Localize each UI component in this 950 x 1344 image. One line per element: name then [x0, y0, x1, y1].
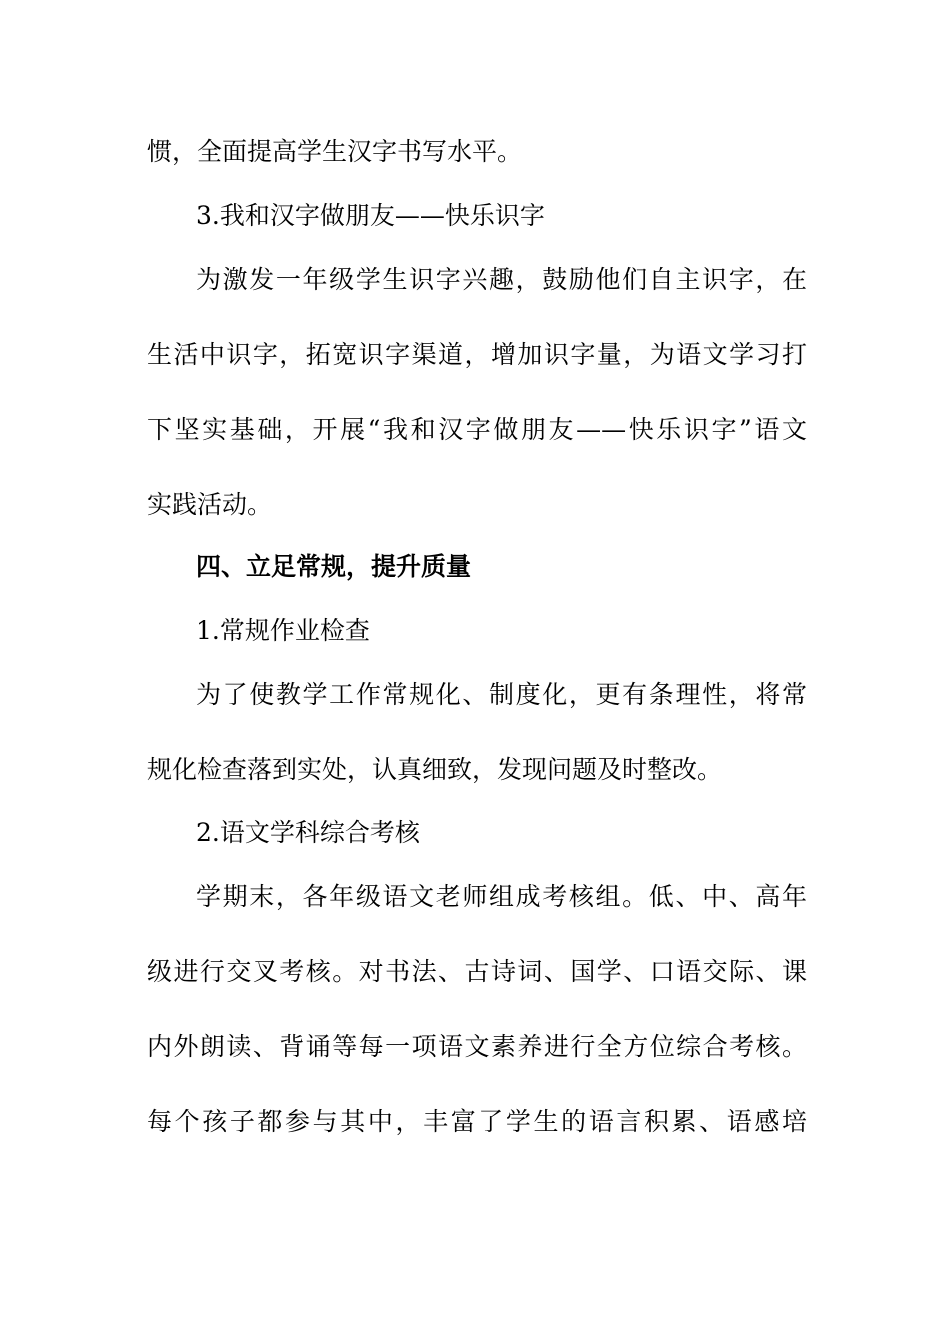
subheading-1: 1.常规作业检查 [196, 616, 370, 645]
section-heading-4: 四、立足常规，提升质量 [196, 552, 472, 581]
paragraph-line: 为激发一年级学生识字兴趣，鼓励他们自主识字，在 [196, 265, 807, 294]
paragraph-line: 下坚实基础，开展“我和汉字做朋友——快乐识字”语文 [147, 415, 807, 444]
paragraph-line: 生活中识字，拓宽识字渠道，增加识字量，为语文学习打 [147, 340, 807, 369]
paragraph-continuation-line: 惯，全面提高学生汉字书写水平。 [147, 137, 523, 166]
paragraph-line: 为了使教学工作常规化、制度化，更有条理性，将常 [196, 680, 807, 709]
subheading-2: 2.语文学科综合考核 [196, 818, 420, 847]
paragraph-line: 学期末，各年级语文老师组成考核组。低、中、高年 [196, 882, 807, 911]
paragraph-line: 每个孩子都参与其中，丰富了学生的语言积累、语感培 [147, 1107, 807, 1136]
paragraph-line: 实践活动。 [147, 490, 273, 519]
subheading-3: 3.我和汉字做朋友——快乐识字 [196, 201, 545, 230]
paragraph-line: 级进行交叉考核。对书法、古诗词、国学、口语交际、课 [147, 957, 807, 986]
paragraph-line: 规化检查落到实处，认真细致，发现问题及时整改。 [147, 755, 723, 784]
paragraph-line: 内外朗读、背诵等每一项语文素养进行全方位综合考核。 [147, 1032, 807, 1061]
